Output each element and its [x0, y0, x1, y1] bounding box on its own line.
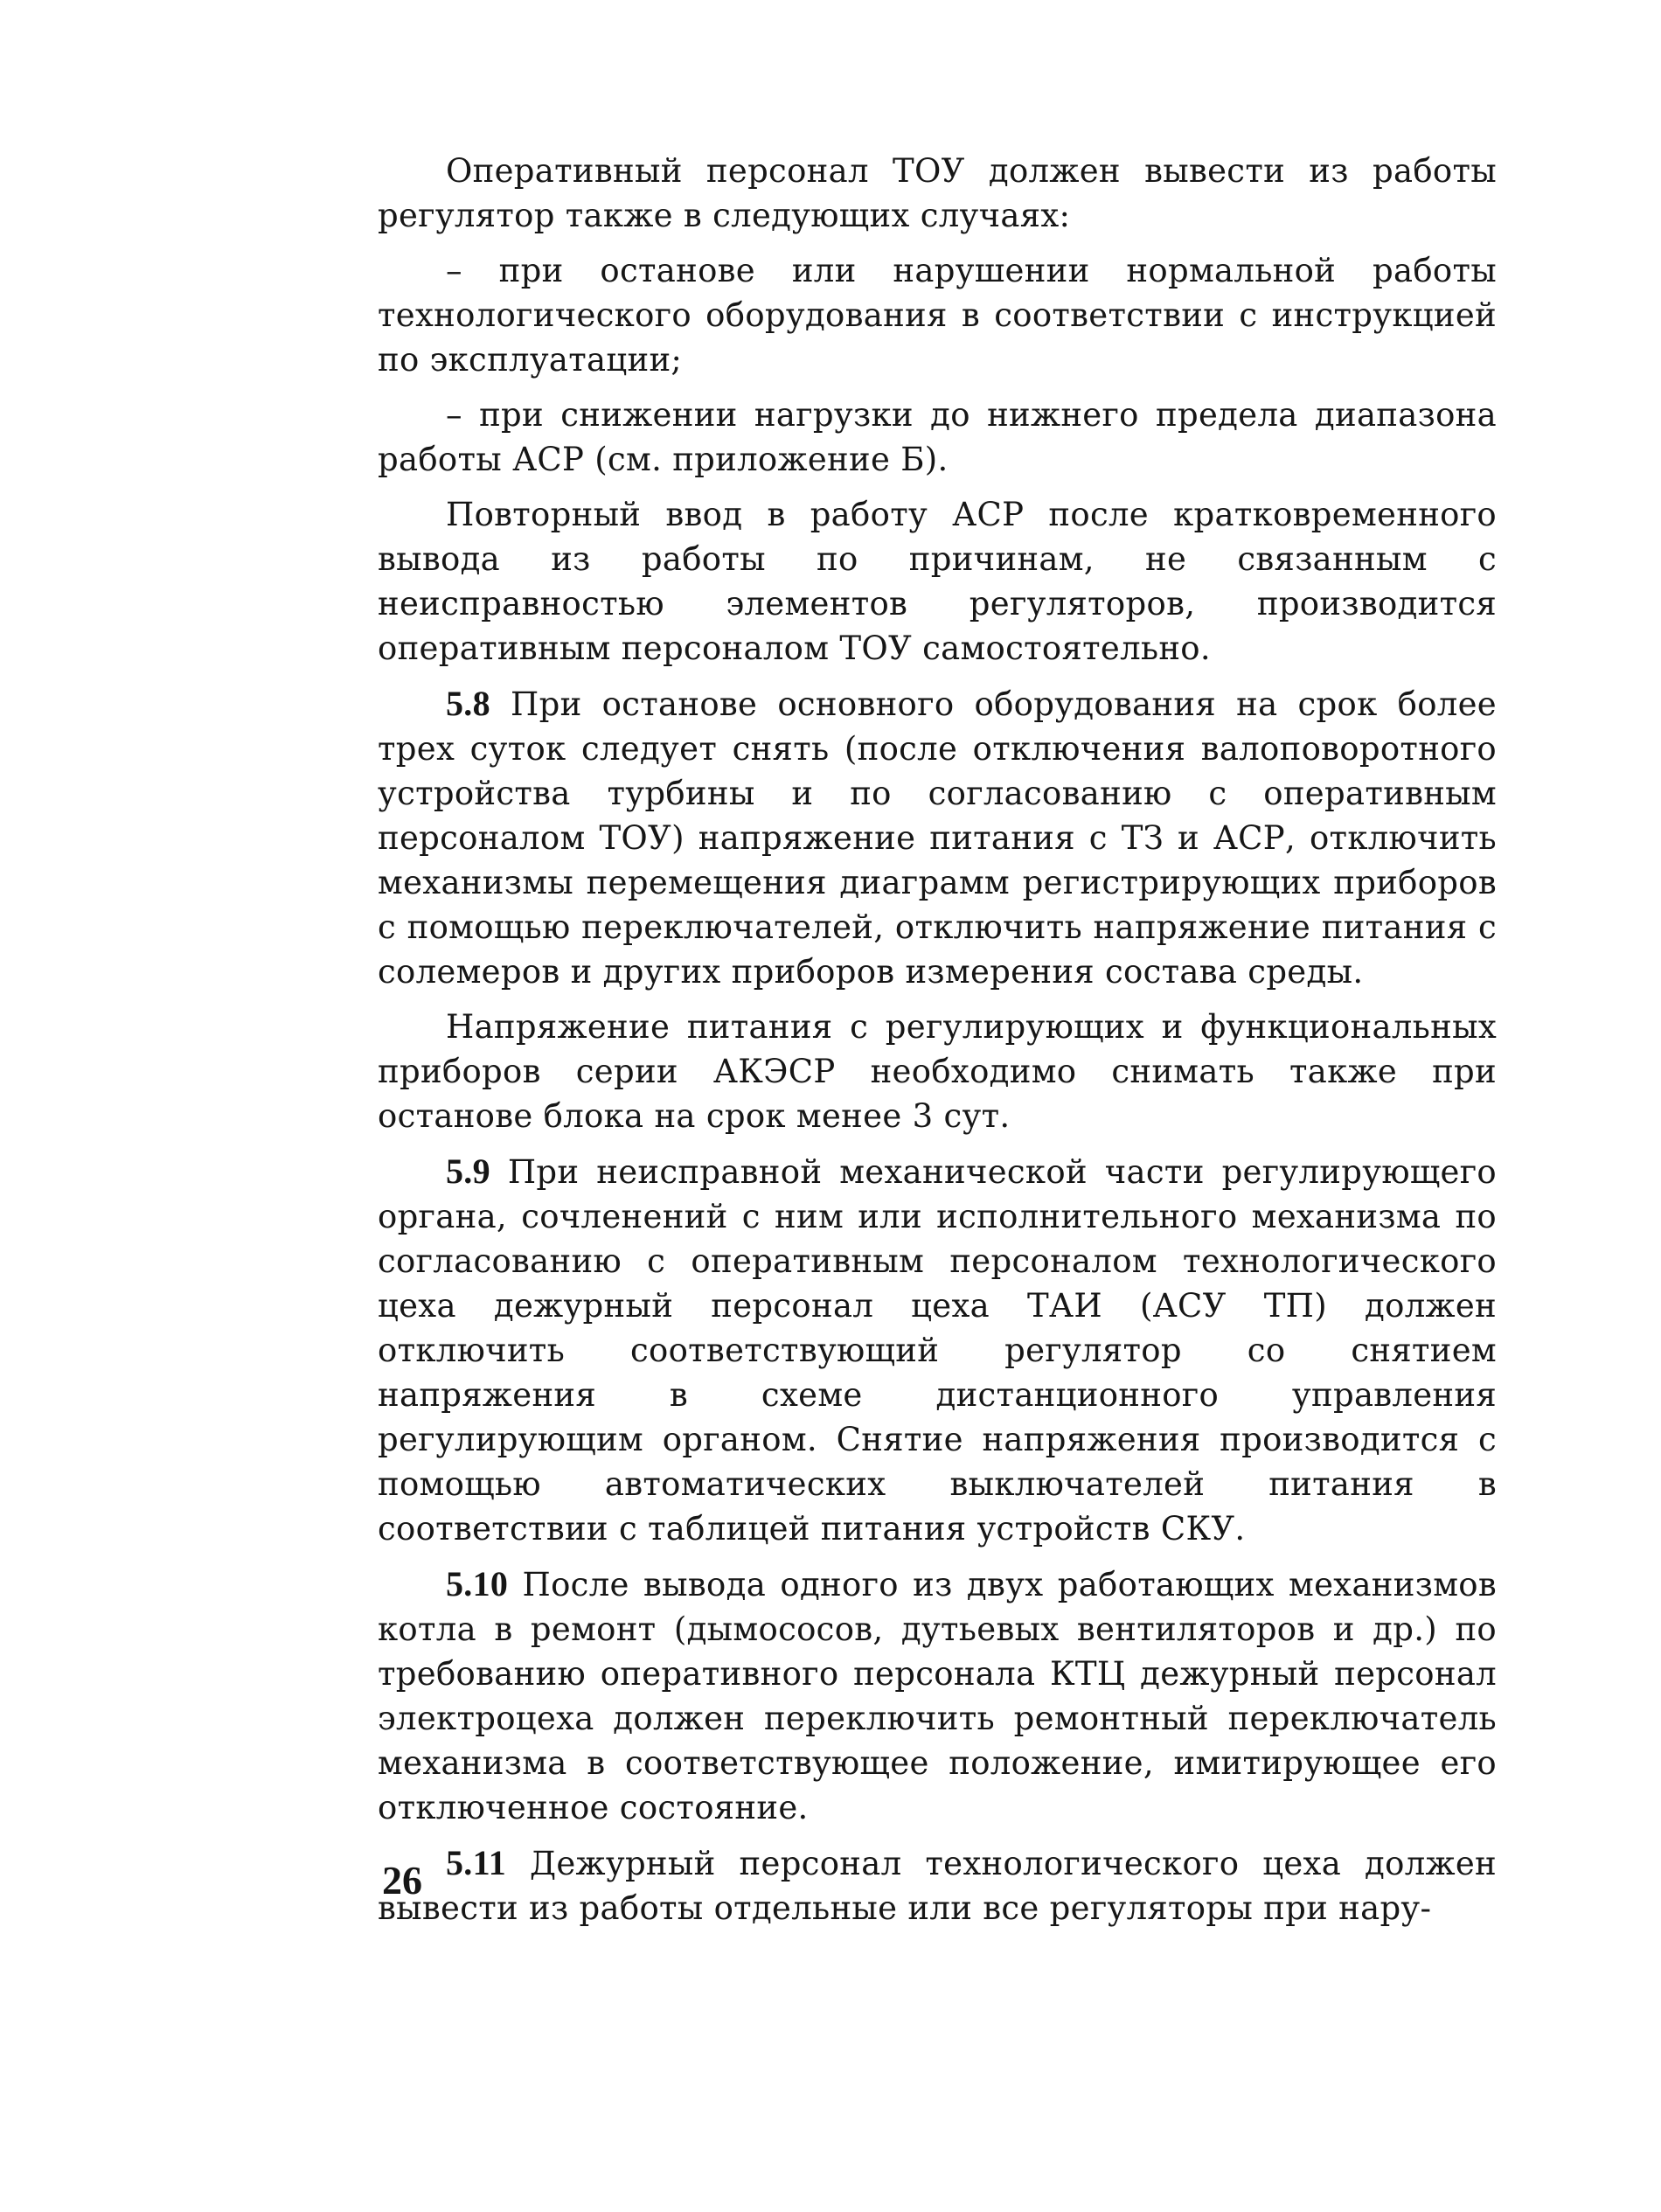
paragraph-text: – при снижении нагрузки до нижнего предела диапазона работы АСР (см. приложение Б).: [378, 396, 1497, 478]
paragraph-text: Напряжение питания с регулирующих и функциональных приборов серии АКЭСР необходимо снимать также при останове блока на срок менее 3 сут.: [378, 1008, 1497, 1135]
paragraph-text: Дежурный персонал технологического цеха должен вывести из работы отдельные или все регуляторы при нару-: [378, 1845, 1497, 1927]
paragraph-text: – при останове или нарушении нормальной работы технологического оборудования в соответствии с инструкцией по эксплуатации;: [378, 252, 1497, 379]
section-number: 5.8: [446, 684, 490, 723]
section-number: 5.11: [446, 1843, 506, 1882]
document-page: [378, 149, 1497, 1941]
paragraph: [378, 149, 1497, 238]
section-5-10: [378, 1562, 1497, 1830]
section-5-8: [378, 681, 1497, 994]
list-item: [378, 248, 1497, 382]
paragraph-text: При останове основного оборудования на срок более трех суток следует снять (после отключения валоповоротного устройства турбины и по согласованию с оперативным персоналом ТОУ) напряжение питания с ТЗ и АСР, отключить механизмы перемещения диаграмм регистрирующих приборов с помощью переключателей, отключить напряжение питания с солемеров и других приборов измерения состава среды.: [378, 685, 1497, 991]
section-number: 5.10: [446, 1564, 509, 1603]
list-item: [378, 393, 1497, 482]
section-number: 5.9: [446, 1151, 490, 1191]
paragraph-text: После вывода одного из двух работающих механизмов котла в ремонт (дымососов, дутьевых вентиляторов и др.) по требованию оперативного персонала КТЦ дежурный персонал электроцеха должен переключить ремонтный переключатель механизма в соответствующее положение, имитирующее его отключенное состояние.: [378, 1566, 1497, 1826]
paragraph-text: Оперативный персонал ТОУ должен вывести из работы регулятор также в следующих случаях:: [378, 152, 1497, 234]
section-5-9: [378, 1149, 1497, 1551]
page-number: 26: [382, 1858, 422, 1902]
paragraph: [378, 492, 1497, 671]
paragraph-text: Повторный ввод в работу АСР после кратковременного вывода из работы по причинам, не связанным с неисправностью элементов регуляторов, производится оперативным персоналом ТОУ самостоятельно.: [378, 496, 1497, 667]
paragraph: [378, 1005, 1497, 1138]
paragraph-text: При неисправной механической части регулирующего органа, сочленений с ним или исполнительного механизма по согласованию с оперативным персоналом технологического цеха дежурный персонал цеха ТАИ (АСУ ТП) должен отключить соответствующий регулятор со снятием напряжения в схеме дистанционного управления регулирующим органом. Снятие напряжения производится с помощью автоматических выключателей питания в соответствии с таблицей питания устройств СКУ.: [378, 1153, 1497, 1548]
section-5-11: [378, 1840, 1497, 1930]
